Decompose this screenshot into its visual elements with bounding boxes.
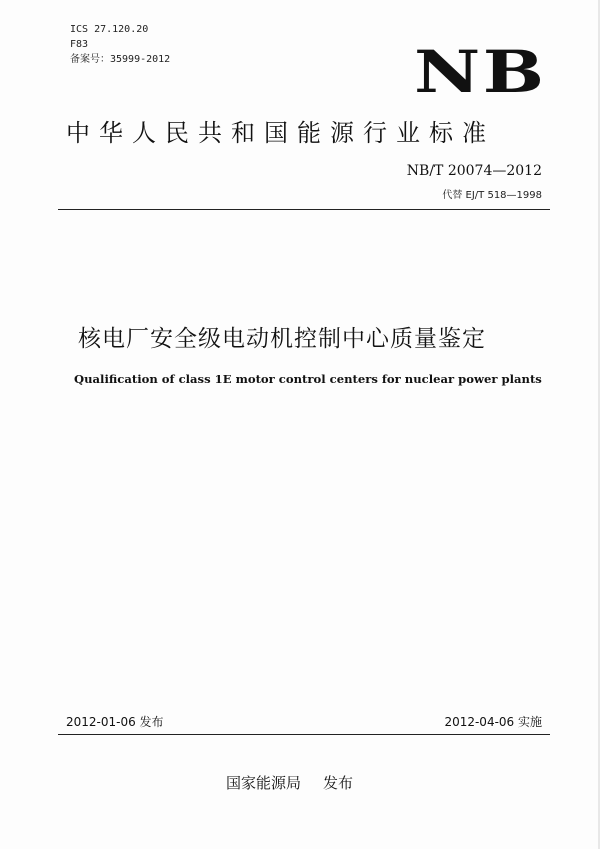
- publisher-name: 国家能源局: [226, 774, 302, 792]
- replaces-standard: 代替 EJ/T 518—1998: [442, 190, 542, 201]
- standard-number: NB/T 20074—2012: [406, 163, 542, 179]
- publisher-line: [226, 772, 353, 793]
- document-title-english: Qualification of class 1E motor control centers for nuclear power plants: [74, 372, 542, 386]
- issue-date: 2012-01-06 发布: [66, 715, 164, 729]
- document-title-chinese: 核电厂安全级电动机控制中心质量鉴定: [78, 326, 486, 352]
- nb-logo: NB: [414, 38, 547, 106]
- publisher-action: 发布: [323, 774, 354, 792]
- bottom-divider: [58, 734, 550, 735]
- ccs-code: F83: [70, 39, 89, 50]
- ics-code: ICS 27.120.20: [70, 24, 149, 35]
- organization-title: 中华人民共和国能源行业标准: [66, 119, 495, 147]
- filing-number: 备案号：35999-2012: [70, 54, 171, 65]
- classification-block: [70, 22, 170, 67]
- implementation-date: 2012-04-06 实施: [444, 715, 542, 729]
- top-divider: [58, 209, 550, 210]
